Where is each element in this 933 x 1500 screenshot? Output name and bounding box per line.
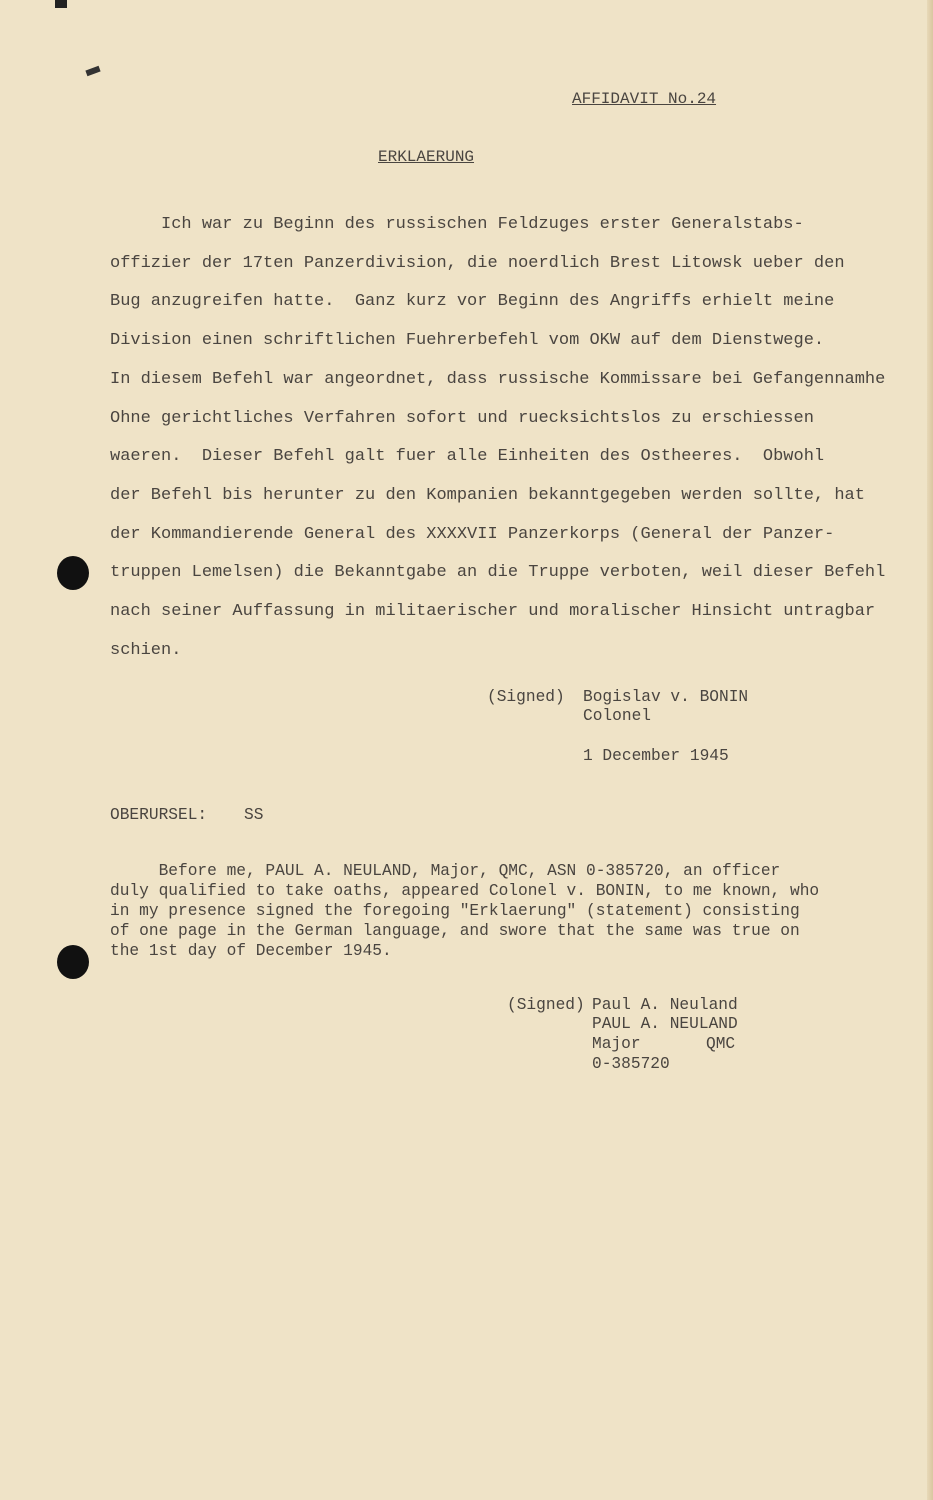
signed-label-1: (Signed): [487, 688, 565, 706]
ink-mark: [85, 66, 100, 76]
statement-line: waeren. Dieser Befehl galt fuer alle Einheiten des Ostheeres. Obwohl: [110, 447, 825, 467]
page-edge: [927, 0, 933, 1500]
jurat-line: in my presence signed the foregoing "Erklaerung" (statement) consisting: [110, 902, 800, 920]
statement-line: In diesem Befehl war angeordnet, dass russische Kommissare bei Gefangennamhe: [110, 369, 886, 389]
statement-body: [110, 206, 885, 670]
place-suffix: SS: [244, 806, 264, 824]
signed-label-2: (Signed): [507, 996, 585, 1014]
place: OBERURSEL:: [110, 806, 208, 824]
statement-line: nach seiner Auffassung in militaerischer und moralischer Hinsicht untragbar: [110, 602, 876, 622]
punch-hole: [57, 945, 89, 979]
punch-hole: [57, 556, 89, 590]
statement-line: Ohne gerichtliches Verfahren sofort und ruecksichtslos zu erschiessen: [110, 408, 814, 428]
statement-line: der Kommandierende General des XXXXVII Panzerkorps (General der Panzer-: [110, 524, 835, 544]
jurat-line: the 1st day of December 1945.: [110, 942, 392, 960]
statement-line: offizier der 17ten Panzerdivision, die noerdlich Brest Litowsk ueber den: [110, 253, 845, 273]
corner-mark: [55, 0, 67, 8]
statement-line: Ich war zu Beginn des russischen Feldzuges erster Generalstabs-: [110, 215, 804, 234]
officer-serial: 0-385720: [592, 1055, 670, 1073]
signatory-rank: Colonel: [583, 707, 651, 725]
jurat-line: Before me, PAUL A. NEULAND, Major, QMC, ASN 0-385720, an officer: [110, 862, 781, 880]
statement-line: der Befehl bis herunter zu den Kompanien bekanntgegeben werden sollte, hat: [110, 485, 865, 505]
statement-line: Division einen schriftlichen Fuehrerbefehl vom OKW auf dem Dienstwege.: [110, 331, 825, 351]
officer-signed-name: Paul A. Neuland: [592, 996, 738, 1014]
statement-line: schien.: [110, 640, 182, 660]
officer-branch: QMC: [706, 1035, 736, 1053]
jurat-line: duly qualified to take oaths, appeared Colonel v. BONIN, to me known, who: [110, 882, 820, 900]
statement-line: Bug anzugreifen hatte. Ganz kurz vor Beginn des Angriffs erhielt meine: [110, 292, 835, 312]
officer-rank: Major: [592, 1035, 641, 1053]
statement-date: 1 December 1945: [583, 747, 729, 765]
jurat-line: of one page in the German language, and swore that the same was true on: [110, 922, 800, 940]
document-title: ERKLAERUNG: [378, 148, 475, 166]
officer-name: PAUL A. NEULAND: [592, 1015, 738, 1033]
signatory-name: Bogislav v. BONIN: [583, 688, 749, 706]
affidavit-number: AFFIDAVIT No.24: [572, 90, 717, 108]
statement-line: truppen Lemelsen) die Bekanntgabe an die Truppe verboten, weil dieser Befehl: [110, 563, 886, 583]
jurat-body: [110, 861, 819, 961]
